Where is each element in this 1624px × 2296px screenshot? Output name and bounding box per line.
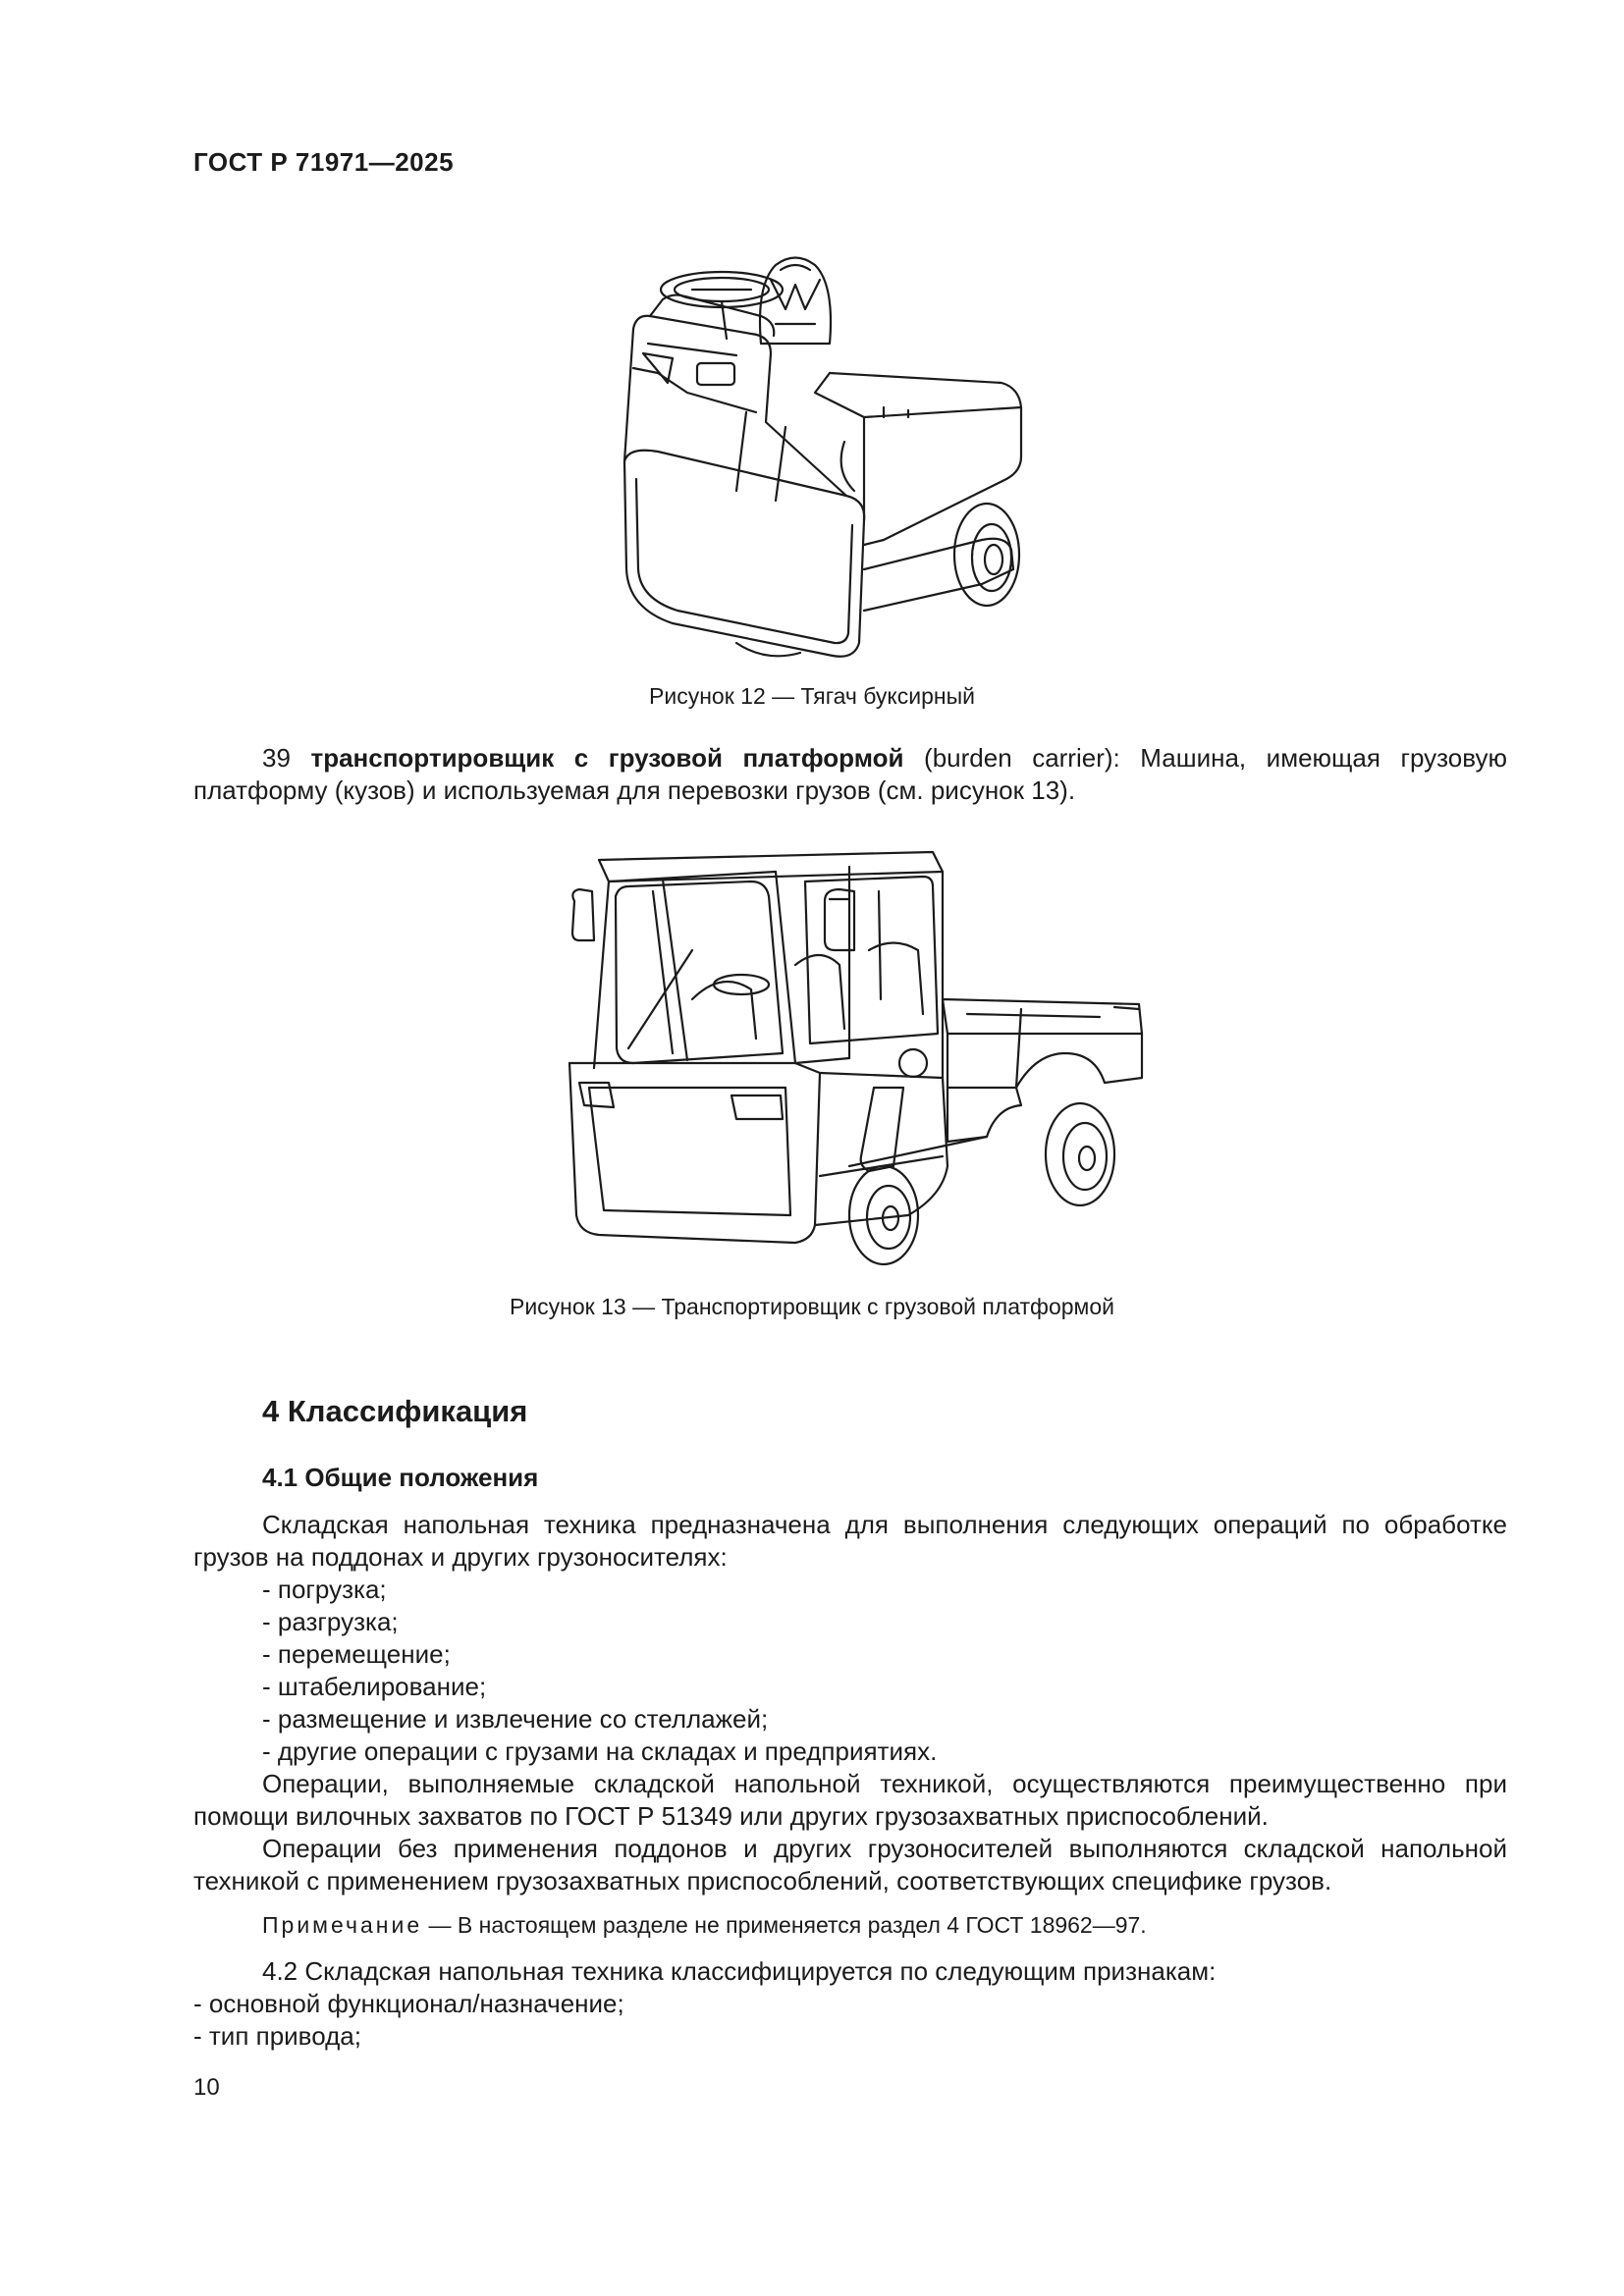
note-label: Примечание xyxy=(262,1912,423,1938)
operation-list-item: - перемещение; xyxy=(262,1639,451,1669)
term-english: (burden carrier) xyxy=(924,743,1113,773)
operation-list-item: - штабелирование; xyxy=(262,1672,487,1701)
section-4-1-body xyxy=(193,1509,1507,2053)
criteria-list-item: - основной функционал/назначение; xyxy=(193,1989,624,2018)
subsection-4-1-title: 4.1 Общие положения xyxy=(262,1463,539,1492)
section-4-title: 4 Классификация xyxy=(262,1394,528,1428)
operation-list-item: - размещение и извлечение со стеллажей; xyxy=(262,1704,769,1734)
term-definition: : Машина, имеющая грузовую платформу (кузов) и используемая для перевозки грузов (см. рисунок 13). xyxy=(193,743,1507,805)
figure-13-illustration xyxy=(555,842,1149,1274)
operation-list-item: - другие операции с грузами на складах и предприятиях. xyxy=(262,1736,938,1766)
section-4-1-para-2: Операции, выполняемые складской напольной техникой, осуществляются преимущественно при помощи вилочных захватов по ГОСТ Р 51349 или других грузозахватных приспособлений. xyxy=(193,1769,1507,1831)
section-4-1-note xyxy=(193,1909,1507,1942)
figure-12-illustration xyxy=(589,245,1100,677)
note-text: — В настоящем разделе не применяется раздел 4 ГОСТ 18962—97. xyxy=(422,1912,1147,1938)
operation-list-item: - погрузка; xyxy=(262,1575,387,1604)
operation-list-item: - разгрузка; xyxy=(262,1607,399,1636)
term-39-paragraph xyxy=(193,742,1507,807)
document-header: ГОСТ Р 71971—2025 xyxy=(193,147,455,177)
term-name: транспортировщик с грузовой платформой xyxy=(310,743,904,773)
section-4-2-intro: 4.2 Складская напольная техника классифицируется по следующим признакам: xyxy=(262,1956,1217,1986)
section-4-1-intro: Складская напольная техника предназначена для выполнения следующих операций по обработке грузов на поддонах и других грузоносителях: xyxy=(193,1510,1507,1572)
figure-13-caption: Рисунок 13 — Транспортировщик с грузовой платформой xyxy=(509,1294,1114,1319)
section-4-1-para-3: Операции без применения поддонов и других грузоносителей выполняются складской напольной техникой с применением грузозахватных приспособлений, соответствующих специфике грузов. xyxy=(193,1834,1507,1896)
figure-12-caption: Рисунок 12 — Тягач буксирный xyxy=(649,683,975,709)
term-number: 39 xyxy=(262,743,291,773)
criteria-list-item: - тип привода; xyxy=(193,2021,361,2051)
page-number: 10 xyxy=(193,2074,220,2101)
